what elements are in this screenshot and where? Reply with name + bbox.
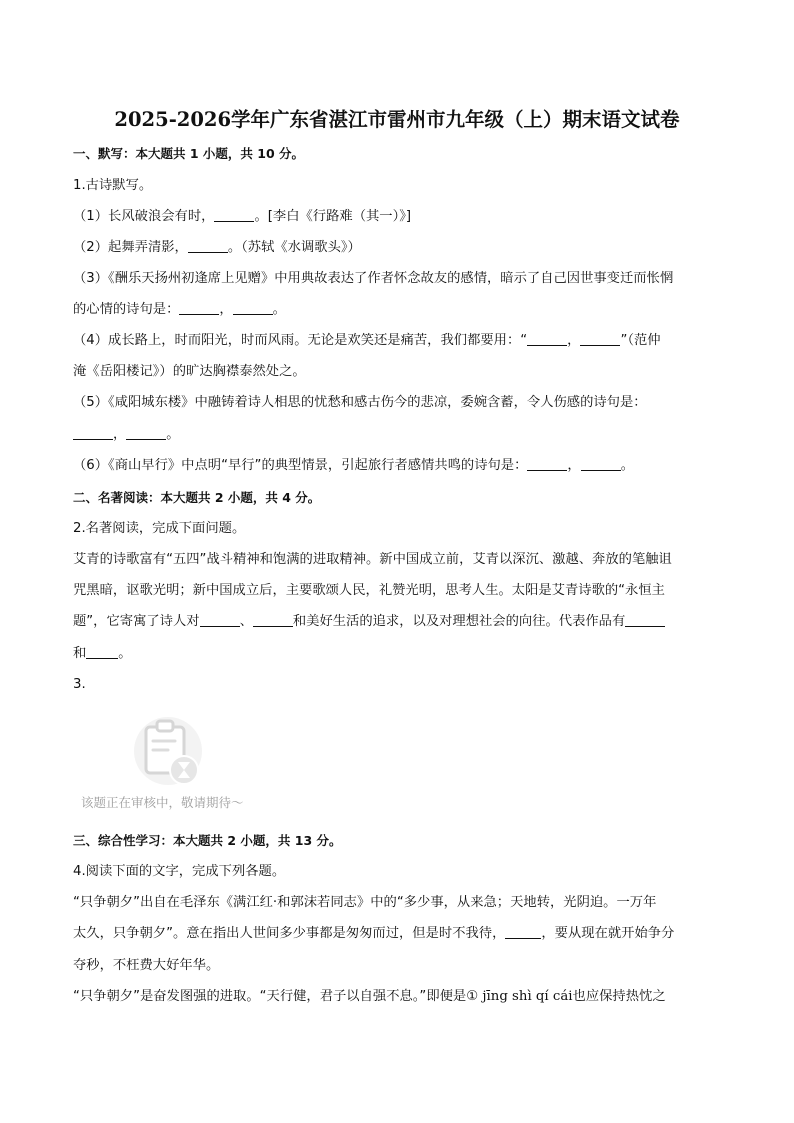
- question-1-item-4: [73, 332, 661, 350]
- item-text: （6）《商山早行》中点明“早行”的典型情景，引起旅行者感情共鸣的诗句是：: [73, 458, 528, 473]
- answer-blank[interactable]: [527, 457, 567, 471]
- answer-blank[interactable]: [580, 332, 620, 346]
- section-heading-2: 二、名著阅读：本大题共 2 小题，共 4 分。: [73, 490, 321, 505]
- item-text: ，: [567, 458, 581, 473]
- question-3-stem: 3.: [73, 677, 86, 692]
- question-4-paragraph: “只争朝夕”出自在毛泽东《满江红·和郭沫若同志》中的“多少事，从来急；天地转，光阴迫。一万年: [73, 895, 657, 910]
- question-1-item-5: （5）《咸阳城东楼》中融铸着诗人相思的忧愁和感古伤今的悲凉，委婉含蓄，令人伤感的诗句是：: [73, 395, 647, 410]
- question-1-item-4-cont: 淹《岳阳楼记》）的旷达胸襟泰然处之。: [73, 364, 306, 379]
- item-text: 。: [620, 458, 634, 473]
- answer-blank[interactable]: [200, 613, 240, 627]
- question-4-paragraph: [73, 988, 666, 1006]
- item-text: 和美好生活的追求，以及对理想社会的向往。代表作品有: [292, 614, 626, 629]
- answer-blank[interactable]: [581, 457, 621, 471]
- item-text: 太久，只争朝夕”。意在指出人世间多少事都是匆匆而过，但是时不我待，: [73, 926, 506, 941]
- answer-blank[interactable]: [505, 925, 541, 939]
- question-1-item-3: （3）《酬乐天扬州初逢席上见赠》中用典故表达了作者怀念故友的感情，暗示了自己因世事变迁而怅惘: [73, 271, 674, 286]
- answer-blank[interactable]: [188, 239, 228, 253]
- item-text: 。: [272, 302, 286, 317]
- item-text: ，要从现在就开始争分: [541, 926, 675, 941]
- answer-blank[interactable]: [86, 645, 118, 659]
- clipboard-hourglass-icon: [132, 713, 206, 787]
- item-text: 也应保持热忱之: [572, 989, 666, 1004]
- question-4-stem: 4.阅读下面的文字，完成下列各题。: [73, 864, 286, 879]
- item-text: 。: [166, 427, 180, 442]
- item-text: 的心情的诗句是：: [73, 302, 180, 317]
- section-heading-1: 一、默写：本大题共 1 小题，共 10 分。: [73, 146, 305, 161]
- item-text: ，: [567, 333, 581, 348]
- item-text: 题”，它寄寓了诗人对: [73, 614, 200, 629]
- answer-blank[interactable]: [527, 332, 567, 346]
- answer-blank[interactable]: [214, 208, 254, 222]
- answer-blank[interactable]: [625, 613, 665, 627]
- item-text: 、: [239, 614, 253, 629]
- question-1-item-2: [73, 239, 361, 257]
- item-text: ，: [219, 302, 233, 317]
- question-1-item-1: [73, 208, 411, 226]
- answer-blank[interactable]: [73, 426, 113, 440]
- page-title: 2025-2026学年广东省湛江市雷州市九年级（上）期末语文试卷: [114, 108, 680, 131]
- answer-blank[interactable]: [179, 301, 219, 315]
- question-2-paragraph: [73, 645, 132, 663]
- item-text: （1）长风破浪会有时，: [73, 209, 215, 224]
- question-2-paragraph: 咒黑暗，讴歌光明；新中国成立后，主要歌颂人民，礼赞光明，思考人生。太阳是艾青诗歌的“永恒主: [73, 583, 665, 598]
- item-text: 。[李白《行路难（其一）》]: [254, 209, 412, 224]
- item-text: ，: [113, 427, 127, 442]
- section-heading-3: 三、综合性学习：本大题共 2 小题，共 13 分。: [73, 833, 342, 848]
- answer-blank[interactable]: [253, 613, 293, 627]
- item-text: “只争朝夕”是奋发图强的进取。“天行健，君子以自强不息。”即便是①: [73, 989, 483, 1004]
- item-text: 。: [118, 646, 132, 661]
- question-2-paragraph: 艾青的诗歌富有“五四”战斗精神和饱满的进取精神。新中国成立前，艾青以深沉、激越、奔放的笔触诅: [73, 552, 672, 567]
- question-4-paragraph: 夺秒，不枉费大好年华。: [73, 958, 220, 973]
- answer-blank[interactable]: [126, 426, 166, 440]
- question-4-paragraph: [73, 925, 674, 943]
- question-1-item-6: [73, 457, 634, 475]
- item-text: （2）起舞弄清影，: [73, 240, 188, 255]
- item-text: ”（范仲: [620, 333, 661, 348]
- item-text: （4）成长路上，时而阳光，时而风雨。无论是欢笑还是痛苦，我们都要用：“: [73, 333, 528, 348]
- item-text: 。（苏轼《水调歌头》）: [227, 240, 361, 255]
- question-2-stem: 2.名著阅读，完成下面问题。: [73, 521, 246, 536]
- pending-review-notice: 该题正在审核中，敬请期待～: [81, 795, 244, 810]
- pinyin-text: jīng shì qí cái: [482, 989, 573, 1004]
- item-text: 和: [73, 646, 87, 661]
- answer-blank[interactable]: [233, 301, 273, 315]
- question-1-item-5-cont: [73, 426, 180, 444]
- question-1-item-3-cont: [73, 301, 286, 319]
- question-2-paragraph: [73, 613, 665, 631]
- question-1-stem: 1.古诗默写。: [73, 178, 153, 193]
